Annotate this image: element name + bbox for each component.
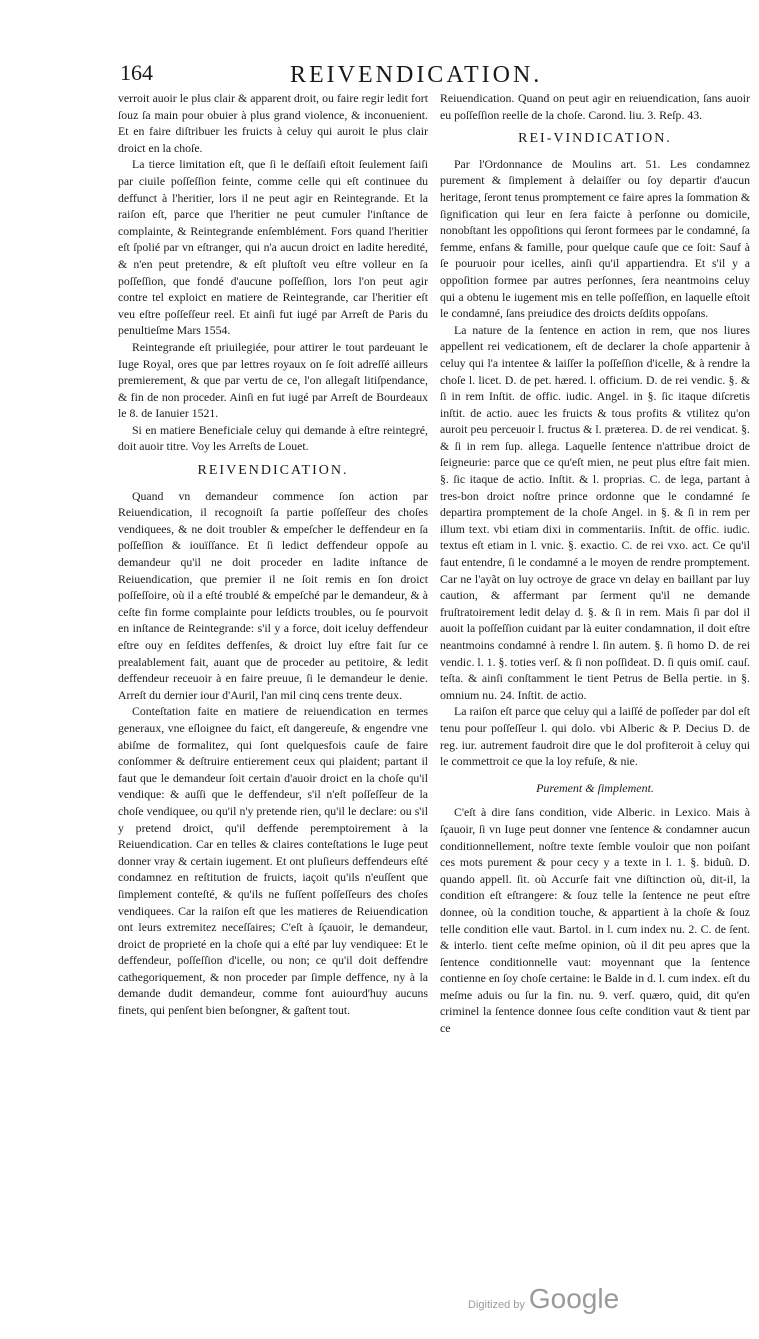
paragraph: La tierce limitation eſt, que ſi le deſſaiſi eſtoit ſeulement ſaiſi par ciuile poſſeſſion feinte, comme celle qui eſt continuee du deffunct à l'heritier, lors il ne peut agir en Reintegrande. Et la raiſon eſt, parce que l'heritier ne peut cumuler l'inſtance de complainte, & Reintegrande enſemblément. Fors quand l'heritier eſt ſpolié par vn eſtranger, qui n'a aucun droict en ladite heredité, & n'en peut pretendre, & eſt pluſtoſt veu eſtre volleur en ſa poſſeſſion, que fondé d'aucune poſſeſſion, lors l'on peut agir contre tel exploict en matiere de Reintegrande, car l'heritier eſt veu eſtre poſſeſſeur reel. Et ainſi fut iugé par Arreſt de Paris du penultieſme Mars 1554. [118,157,428,338]
right-column [440,90,750,1037]
google-logo: Google [528,1283,620,1314]
paragraph: Si en matiere Beneficiale celuy qui demande à eſtre reintegré, doit auoir titre. Voy les Arreſts de Louet. [118,422,428,454]
paragraph: verroit auoir le plus clair & apparent droit, ou faire regir ledit fort ſouz ſa main pour obuier à plus grand violence, & inconuenient. Et en faire diſtribuer les fruicts à celuy qui auroit le plus clair droict en la choſe. [118,91,428,155]
left-column [118,90,428,1019]
section-title: REIVENDICATION. [197,463,349,479]
section-title: REI-VINDICATION. [518,131,672,147]
digitized-by-label: Digitized by [468,1299,525,1311]
paragraph: La raiſon eſt parce que celuy qui a laiſſé de poſſeder par dol eſt tenu pour poſſeſſeur l. qui dolo. vbi Alberic & P. Decius D. de reg. iur. autrement faudroit dire que le dol profiteroit à celuy qui le commettroit ce que la loy refuſe, & nie. [440,704,750,769]
paragraph: Reiuendication. Quand on peut agir en reiuendication, ſans auoir eu poſſeſſion reelle de la choſe. Carond. liu. 3. Reſp. 43. [440,91,750,122]
page-number: 164 [120,60,153,85]
digitized-by-google-watermark [468,1283,619,1315]
paragraph: C'eſt à dire ſans condition, vide Alberic. in Lexico. Mais à ſçauoir, ſi vn Iuge peut donner vne ſentence & condamner aucun conditionnellement, noſtre texte ſemble vouloir que non poiſant ces mots purement & pour cecy y a texte in l. 1. §. biduũ. D. quando appell. ſit. où Accurſe fait vne diſtinction où, dit-il, la condition eſt eſtrangere: & ſouz telle la ſentence ne peut eſtre donnee, où la condition touche, & appartient à la choſe & ſouz telle condition elle vaut. Bartol. in l. cum index nu. 2. C. de ſent. & interlo. tient ceſte meſme opinion, où il dit peu apres que la ſentence conditionnelle vaut: moyennant que la ſentence contienne en ſoy choſe certaine: le Balde in d. l. cum index. eſt du meſme aduis ou ſur la fin. nu. 9. verſ. quæro, quid, dit qu'en criminel la ſentence donnee ſous ceſte condition vaut & tient par ce [440,805,750,1036]
paragraph: Conteſtation faite en matiere de reiuendication en termes generaux, vne eſloignee du faict, eſt dangereuſe, & engendre vne abiſme de formalitez, qui ſont quelquesfois cauſe de faire conſommer & deſtruire entierement ceux qui plaident; partant il faut que le demandeur ſoit certain d'auoir droict en la choſe qu'il vendique: & auſſi que le deffendeur, s'il n'eſt poſſeſſeur de la choſe vendiquee, ou qu'il n'y pretende rien, qu'il le declare: ou s'il y pretend droict, qu'il deffende peremptoirement à la Reiuendication. Car en telles & claires conteſtations le Iuge peut donner vray & certain iugement. Et ont pluſieurs deffendeurs eſté condamnez en reſtitution de fruicts, iaçoit qu'ils n'euſſent que ſimplement conteſté, & qu'ils ne fuſſent poſſeſſeurs des choſes vendiquees. Car la raiſon eſt que les matieres de Reiuendication ont leurs extremitez neceſſaires; C'eſt à ſçauoir, le demandeur, droict de proprieté en la choſe qui a eſté par luy vendiquee: Et le deffendeur, poſſeſſion d'icelle, ou non; ce qu'il doit deffendre cathegoriquement, & non proceder par ſimple deffence, ny à la demande dudit demandeur, comme font auiourd'huy aucuns finets, qui penſent bien beſongner, & gaſtent tout. [118,704,428,1018]
paragraph: Par l'Ordonnance de Moulins art. 51. Les condamnez purement & ſimplement à delaiſſer ou ſoy departir d'aucun heritage, ſeront tenus promptement ce faire apres la ſommation & ſignification qui leur en ſera faicte à perſonne ou domicile, nonobſtant les oppoſitions qui ſeront formees par le condamné, ſa femme, enfans & famille, pour quelque cauſe que ce ſoit: Sauf à ſe pouruoir pour icelles, ainſi qu'il appartiendra. Et s'il y a oppoſition formee par autres perſonnes, ſera neantmoins celuy qui a obtenu le iugement mis en telle poſſeſſion, en laquelle eſtoit le condamné, ſans preiudice des droicts deſdits oppoſans. [440,156,750,321]
paragraph: Reintegrande eſt priuilegiée, pour attirer le tout pardeuant le Iuge Royal, ores que par lettres royaux on ſe ſoit adreſſé ailleurs premierement, & que par vertu de ce, l'on allegaſt litiſpendance, & fin de non proceder. Ainſi en fut iugé par Arreſt de Bourdeaux le 8. de Ianuier 1521. [118,339,428,421]
paragraph: Quand vn demandeur commence ſon action par Reiuendication, il recognoiſt ſa partie poſſeſſeur des choſes vendiquees, & ne doit troubler & empeſcher le deffendeur en ſa poſſeſſion & iouïſſance. Et ſi ledict deffendeur oppoſe au demandeur qu'il ne doit proceder en ladite inſtance de Reiuendication, que premier il ne ſoit remis en ſon droict poſſeſſoire, où il a eſté troublé & empeſché par le demandeur, & à ceſte fin forme complainte pour leſdicts troubles, ou ſe pourvoit en inſtance de Reintegrande: s'il y a force, doit iceluy deffendeur eſtre ouy en ſeſdites deffenſes, & droict luy eſtre fait ſur ce prealablement fait, auant que de proceder au petitoire, & ledit deffendeur receuoir à en faire preuue, ſi le demandeur le denie. Arreſt du dernier iour d'Auril, l'an mil cinq cens trente deux. [118,488,428,702]
subsection-title: Purement & ſimplement. [536,780,654,795]
paragraph: La nature de la ſentence en action in rem, que nos liures appellent rei vedicationem, eſt de declarer la choſe appartenir à celuy qui l'a intentee & laiſſer la poſſeſſion d'icelle, & à rendre la choſe l. licet. D. de pet. hæred. l. officium. D. de rei vendic. §. & ſi in rem Inſtit. de offic. iudic. Angel. in §. ſic itaque diſcretis inſtit. de actio. auec les fruicts & tous profits & vtilitez qu'on auroit peu perceuoir l. fructus & l. præterea. D. de rei vendicat. §. & ſi in rem ſup. allega. Laquelle ſentence n'attribue droict de ſeigneurie: parce que ce qu'eſt mien, ne peut plus eſtre fait mien. §. ſic itaque de actio. Inſtit. & l. proprias. C. de lega, partant à tres-bon droict noſtre prince ordonne que le condamné ſe departira promptement de la choſe Angel. in §. & ſi in rem per illum text. vbi etiam dixi in commentariis. Inſtit. de offic. iudic. textus eſt etiam in l. vnic. §. exactio. C. de rei vxo. act. Ce qu'il faut entendre, ſi le condamné a le moyen de rendre promptement. Car ne l'ayãt on luy octroye de grace vn delay en baillant par luy caution, & affermant par ſerment qu'il ne demande fruſtratoirement ledit delay d. §. & ſi in rem. Mais ſi par dol il auoit la poſſeſſion cuidant par là euiter condamnation, il doit eſtre neantmoins condamné à rendre l. ſin autem. §. ſi homo D. de rei vendic. l. 1. §. toties verſ. & ſi non poſſideat. D. ſi quis omiſ. cauſ. teſta. & ainſi conſtamment le tient Petrus de Bella pertie. in §. omnium nu. 24. Inſtit. de actio. [440,322,750,702]
running-title: REIVENDICATION. [290,62,543,88]
